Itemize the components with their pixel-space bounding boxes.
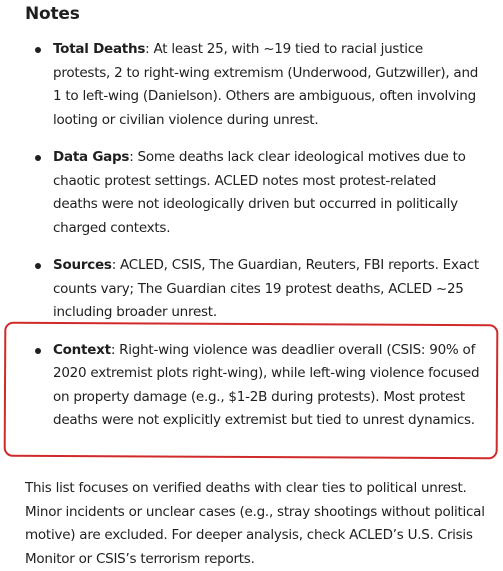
note-text: : Some deaths lack clear ideological motives due to chaotic protest settings. ACLED notes most protest-related deaths were not ideologically driven but occurred in politically charged contexts. [53, 149, 466, 236]
note-label: Total Deaths [53, 41, 146, 57]
bullet-icon [35, 155, 41, 161]
summary-paragraph: This list focuses on verified deaths with clear ties to political unrest. Minor incidents or unclear cases (e.g., stray shootings without political motive) are excluded. For deeper analysis, check ACLED’s U.S. Crisis Monitor or CSIS’s terrorism reports. [25, 480, 485, 567]
note-text: : At least 25, with ~19 tied to racial justice protests, 2 to right-wing extremism (Underwood, Gutzwiller), and 1 to left-wing (Danielson). Others are ambiguous, often involving looting or civilian violence during unrest. [53, 41, 479, 128]
note-label: Data Gaps [53, 149, 130, 165]
bullet-icon [35, 263, 41, 269]
note-item-sources [0, 254, 503, 325]
bullet-icon [35, 47, 41, 53]
notes-heading: Notes [25, 4, 80, 24]
note-item-context [0, 339, 503, 433]
note-item-data-gaps [0, 146, 503, 240]
note-label: Context [53, 341, 111, 358]
note-label: Sources [53, 257, 112, 273]
note-item-total-deaths [0, 38, 503, 132]
notes-list [0, 38, 503, 433]
note-text: : Right-wing violence was deadlier overall (CSIS: 90% of 2020 extremist plots right-wing), while left-wing violence focused on property damage (e.g., $1-2B during protests). Most protest deaths were not explicitly extremist but tied to unrest dynamics. [53, 341, 480, 428]
bullet-icon [35, 348, 41, 354]
note-text: : ACLED, CSIS, The Guardian, Reuters, FBI reports. Exact counts vary; The Guardian cites 19 protest deaths, ACLED ~25 including broader unrest. [53, 257, 479, 320]
